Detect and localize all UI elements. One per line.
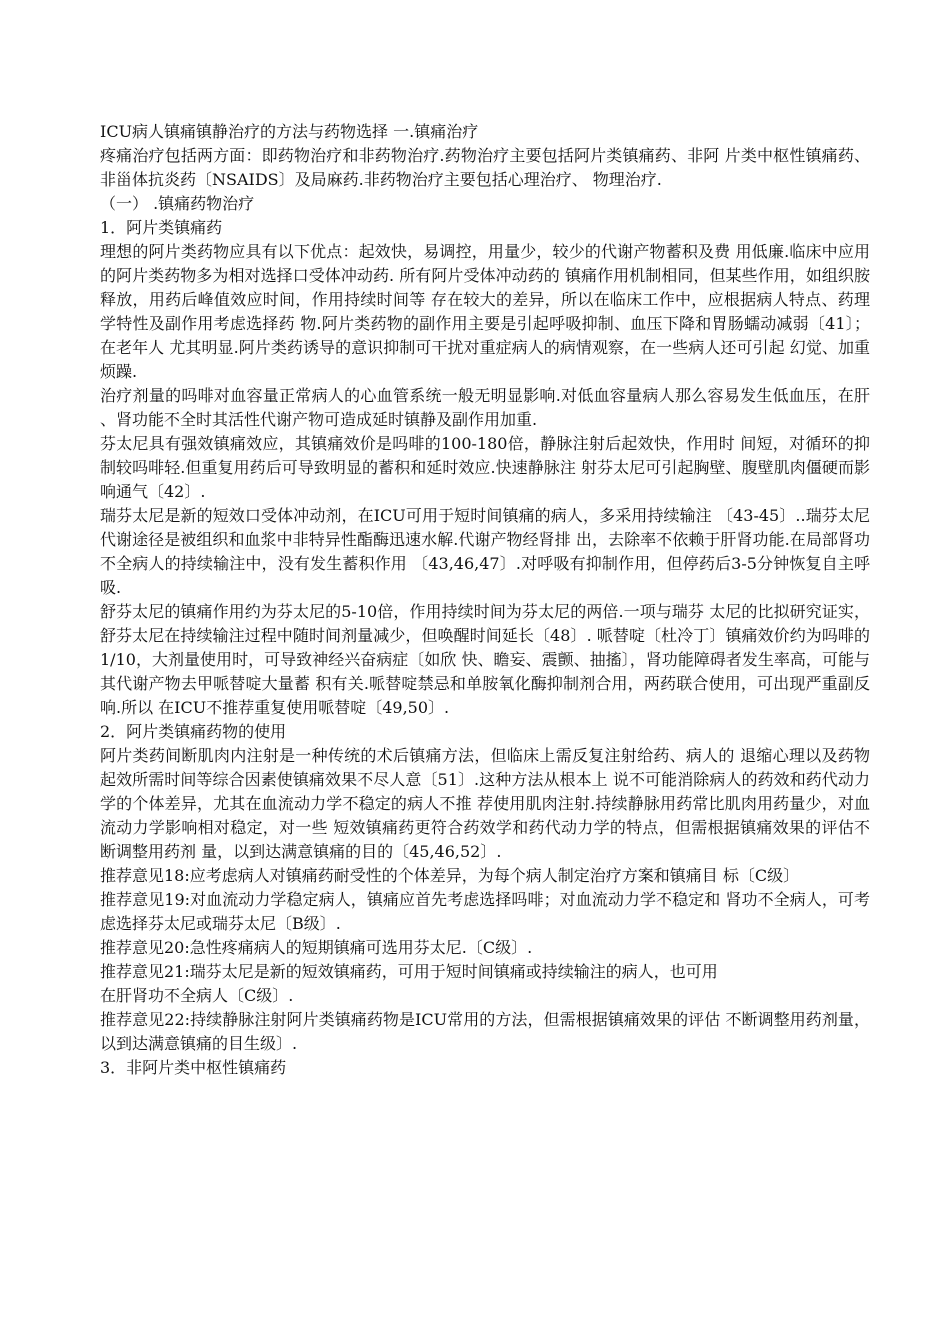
recommendation-19: 推荐意见19:对血流动力学稳定病人，镇痛应首先考虑选择吗啡；对血流动力学不稳定和 肾功不全病人，可考虑选择芬太尼或瑞芬太尼〔B级〕. xyxy=(100,890,870,933)
paragraph-fentanyl: 芬太尼具有强效镇痛效应，其镇痛效价是吗啡的100-180倍，静脉注射后起效快，作用时 间短，对循环的抑制较吗啡轻.但重复用药后可导致明显的蓄积和延时效应.快速静脉注 射芬太尼可引起胸壁、腹壁肌肉僵硬而影响通气〔42〕. xyxy=(100,434,870,501)
paragraph-opioid-properties: 理想的阿片类药物应具有以下优点：起效快，易调控，用量少，较少的代谢产物蓄积及费 用低廉.临床中应用的阿片类药物多为相对选择口受体冲动药. 所有阿片受体冲动药的 镇痛作用机制相同，但某些作用，如组织胺释放，用药后峰值效应时间，作用持续时间等 存在较大的差异，所以在临床工作中，应根据病人特点、药理学特性及副作用考虑选择药 物.阿片类药物的副作用主要是引起呼吸抑制、血压下降和胃肠蠕动减弱〔41〕；在老年人 尤其明显.阿片类药诱导的意识抑制可干扰对重症病人的病情观察，在一些病人还可引起 幻觉、加重烦躁. xyxy=(100,242,870,381)
subsection-heading-opioid-use: 2．阿片类镇痛药物的使用 xyxy=(100,722,287,741)
subsection-heading-opioids: 1．阿片类镇痛药 xyxy=(100,218,223,237)
document-page xyxy=(100,120,870,1080)
subsection-heading-non-opioid: 3．非阿片类中枢性镇痛药 xyxy=(100,1058,287,1077)
recommendation-22: 推荐意见22:持续静脉注射阿片类镇痛药物是ICU常用的方法，但需根据镇痛效果的评估 不断调整用药剂量，以到达满意镇痛的目生级〕. xyxy=(100,1010,870,1053)
recommendation-21-line-1: 推荐意见21:瑞芬太尼是新的短效镇痛药，可用于短时间镇痛或持续输注的病人，也可用 xyxy=(100,962,718,981)
paragraph-intro: 疼痛治疗包括两方面：即药物治疗和非药物治疗.药物治疗主要包括阿片类镇痛药、非阿 片类中枢性镇痛药、非甾体抗炎药〔NSAIDS〕及局麻药.非药物治疗主要包括心理治疗、 物理治疗. xyxy=(100,146,870,189)
recommendation-20: 推荐意见20:急性疼痛病人的短期镇痛可选用芬太尼.〔C级〕. xyxy=(100,938,533,957)
recommendation-21-line-2: 在肝肾功不全病人〔C级〕. xyxy=(100,986,294,1005)
paragraph-sufentanil: 舒芬太尼的镇痛作用约为芬太尼的5-10倍，作用持续时间为芬太尼的两倍.一项与瑞芬 太尼的比拟研究证实，舒芬太尼在持续输注过程中随时间剂量减少，但唤醒时间延长〔48〕. 哌替啶〔杜冷丁〕镇痛效价约为吗啡的1/10，大剂量使用时，可导致神经兴奋病症〔如欣 快、瞻妄、震颤、抽搐〕，肾功能障碍者发生率高，可能与其代谢产物去甲哌替啶大量蓄 积有关.哌替啶禁忌和单胺氧化酶抑制剂合用，两药联合使用，可出现严重副反响.所以 在ICU不推荐重复使用哌替啶〔49,50〕. xyxy=(100,602,870,717)
recommendation-18: 推荐意见18:应考虑病人对镇痛药耐受性的个体差异，为每个病人制定治疗方案和镇痛目 标〔C级〕 xyxy=(100,866,800,885)
paragraph-morphine: 治疗剂量的吗啡对血容量正常病人的心血管系统一般无明显影响.对低血容量病人那么容易发生低血压，在肝、肾功能不全时其活性代谢产物可造成延时镇静及副作用加重. xyxy=(100,386,870,429)
document-title-line: ICU病人镇痛镇静治疗的方法与药物选择 一.镇痛治疗 xyxy=(100,122,479,141)
section-heading-drug-therapy: （一） .镇痛药物治疗 xyxy=(100,194,255,213)
paragraph-remifentanil: 瑞芬太尼是新的短效口受体冲动剂，在ICU可用于短时间镇痛的病人，多采用持续输注 〔43-45〕..瑞芬太尼代谢途径是被组织和血浆中非特异性酯酶迅速水解.代谢产物经肾排 出，去除率不依赖于肝肾功能.在局部肾功不全病人的持续输注中，没有发生蓄积作用 〔43,46,47〕.对呼吸有抑制作用，但停药后3-5分钟恢复自主呼吸. xyxy=(100,506,870,597)
paragraph-opioid-administration: 阿片类药间断肌肉内注射是一种传统的术后镇痛方法，但临床上需反复注射给药、病人的 退缩心理以及药物起效所需时间等综合因素使镇痛效果不尽人意〔51〕.这种方法从根本上 说不可能消除病人的药效和药代动力学的个体差异，尤其在血流动力学不稳定的病人不推 荐使用肌肉注射.持续静脉用药常比肌肉用药量少，对血流动力学影响相对稳定，对一些 短效镇痛药更符合药效学和药代动力学的特点，但需根据镇痛效果的评估不断调整用药剂 量，以到达满意镇痛的目的〔45,46,52〕. xyxy=(100,746,870,861)
